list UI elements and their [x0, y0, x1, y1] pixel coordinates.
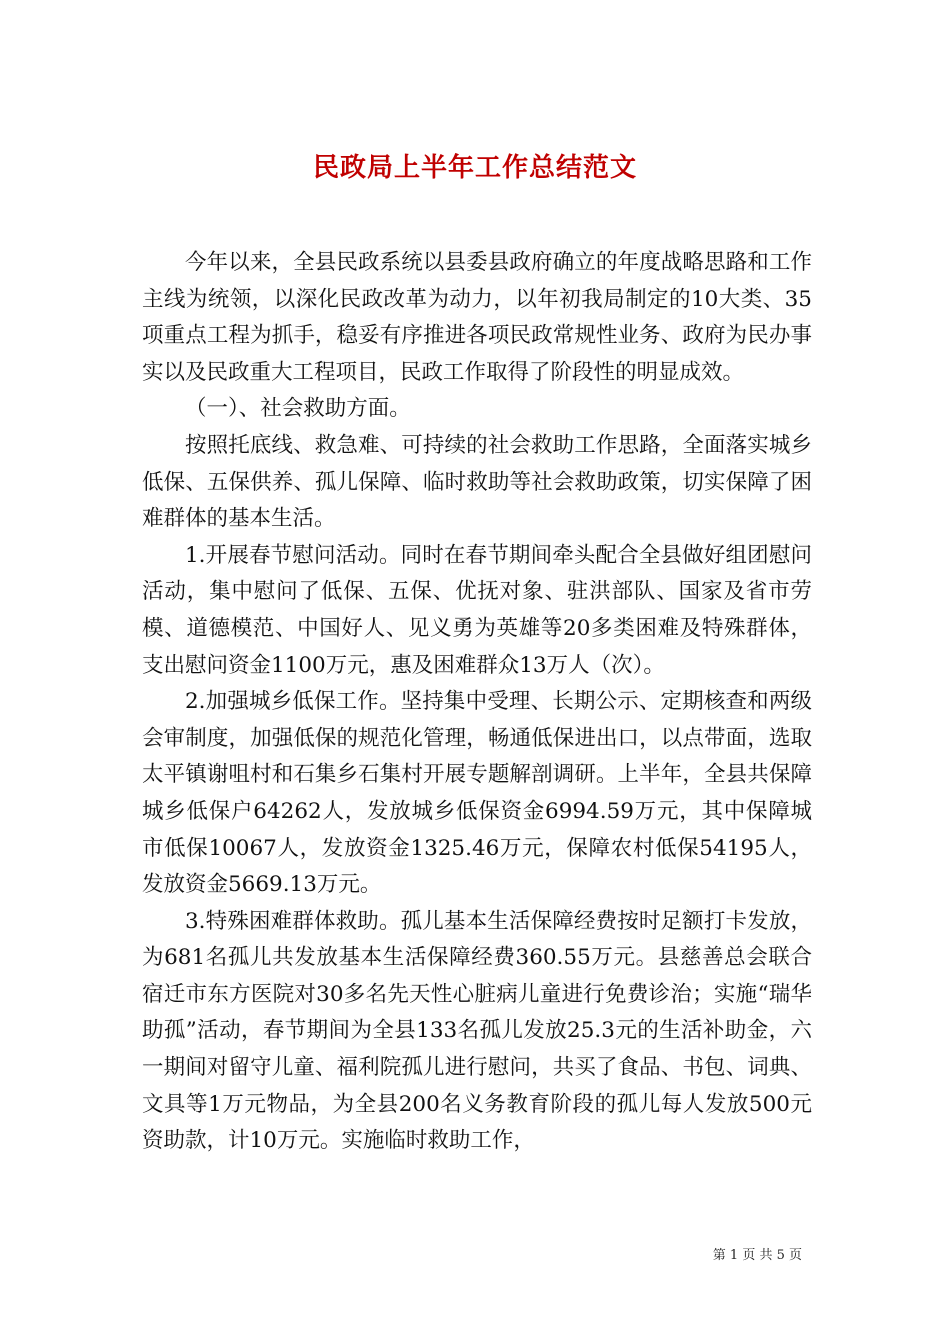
paragraph-social-assistance: 按照托底线、救急难、可持续的社会救助工作思路，全面落实城乡低保、五保供养、孤儿保障、临时救助等社会救助政策，切实保障了困难群体的基本生活。 [142, 432, 812, 532]
document-body [142, 245, 812, 1160]
document-title: 民政局上半年工作总结范文 [312, 153, 637, 184]
paragraph-item-1: 1.开展春节慰问活动。同时在春节期间牵头配合全县做好组团慰问活动，集中慰问了低保、五保、优抚对象、驻洪部队、国家及省市劳模、道德模范、中国好人、见义勇为英雄等20多类困难及特殊群体，支出慰问资金1100万元，惠及困难群众13万人（次）。 [142, 542, 812, 678]
paragraph-item-3: 3.特殊困难群体救助。孤儿基本生活保障经费按时足额打卡发放，为681名孤儿共发放基本生活保障经费360.55万元。县慈善总会联合宿迁市东方医院对30多名先天性心脏病儿童进行免费诊治；实施“瑞华助孤”活动，春节期间为全县133名孤儿发放25.3元的生活补助金，六一期间对留守儿童、福利院孤儿进行慰问，共买了食品、书包、词典、文具等1万元物品，为全县200名义务教育阶段的孤儿每人发放500元资助款，计10万元。实施临时救助工作， [142, 908, 812, 1154]
section-heading-social-assistance: （一）、社会救助方面。 [185, 396, 411, 422]
paragraph-item-2: 2.加强城乡低保工作。坚持集中受理、长期公示、定期核查和两级会审制度，加强低保的规范化管理，畅通低保进出口，以点带面，选取太平镇谢咀村和石集乡石集村开展专题解剖调研。上半年，全县共保障城乡低保户64262人，发放城乡低保资金6994.59万元，其中保障城市低保10067人，发放资金1325.46万元，保障农村低保54195人，发放资金5669.13万元。 [142, 689, 812, 898]
page-number: 第 1 页 共 5 页 [712, 1248, 802, 1263]
paragraph-intro: 今年以来，全县民政系统以县委县政府确立的年度战略思路和工作主线为统领，以深化民政改革为动力，以年初我局制定的10大类、35项重点工程为抓手，稳妥有序推进各项民政常规性业务、政府为民办事实以及民政重大工程项目，民政工作取得了阶段性的明显成效。 [142, 250, 812, 385]
